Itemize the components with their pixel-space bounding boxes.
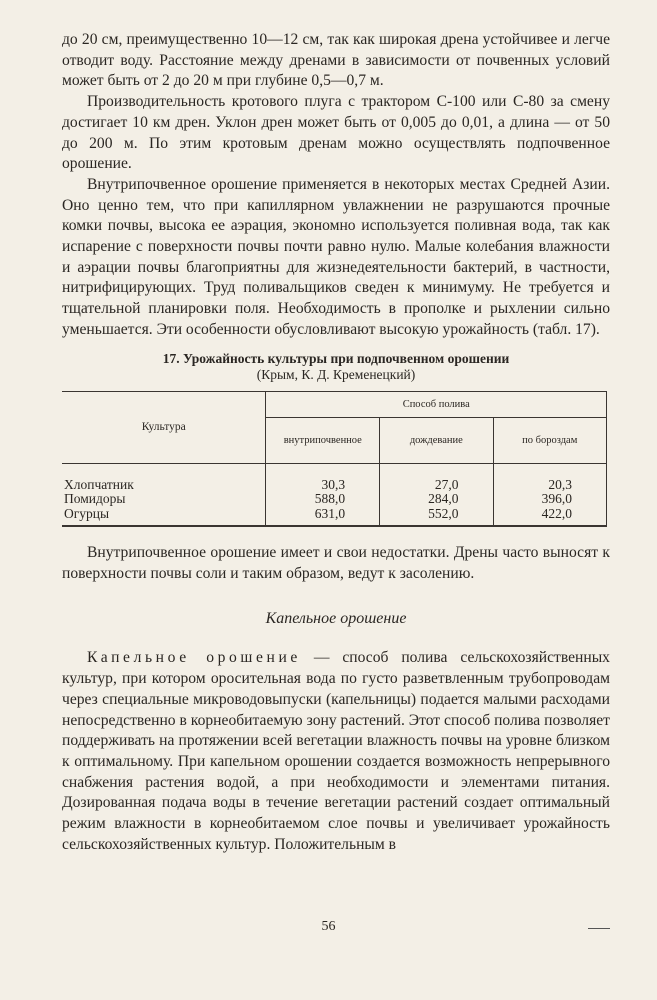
header-sprinkling: дождевание: [380, 417, 493, 463]
row-name: Хлопчатник: [62, 463, 266, 492]
page-content: [62, 30, 610, 855]
table-title: 17. Урожайность культуры при подпочвенном орошении: [162, 350, 510, 366]
margin-mark: [588, 928, 610, 929]
paragraph-disadvantages: Внутрипочвенное орошение имеет и свои недостатки. Дрены часто выносят к поверхности почвы соли и таким образом, ведут к засолению.: [62, 544, 610, 582]
page-number: 56: [321, 919, 336, 934]
cell-value: 631,0: [266, 507, 380, 527]
table-row: [62, 507, 607, 527]
paragraph-drip-irrigation: [62, 648, 610, 855]
section-title: Капельное орошение: [265, 610, 407, 628]
table-caption: [62, 351, 610, 383]
header-furrows: по бороздам: [493, 417, 606, 463]
cell-value: 552,0: [380, 507, 493, 527]
table-subtitle: (Крым, К. Д. Кременецкий): [256, 366, 416, 382]
cell-value: 396,0: [493, 492, 606, 507]
term-drip-irrigation: Капельное орошение: [87, 649, 301, 667]
yield-table: [62, 391, 607, 528]
drip-irrigation-text: — способ полива сельскохозяйственных культур, при котором оросительная вода по густо разветвленным трубопроводам через специальные микроводовыпуски (капельницы) подается малыми расходами непосредственно в корнеобитаемую зону растений. Этот способ полива позволяет поддерживать на протяжении всей вегетации влажность почвы на уровне близком к оптимальному. При капельном орошении создается возможность непрерывного снабжения растения водой, а при необходимости и элементами питания. Дозированная подача воды в течение вегетации растений создает оптимальный режим влажности в корнеобитаемом слое почвы и увеличивает урожайность сельскохозяйственных культур. Положительным в: [62, 649, 610, 853]
table-row: [62, 492, 607, 507]
header-method: Способ полива: [266, 391, 607, 417]
cell-value: 284,0: [380, 492, 493, 507]
header-culture: Культура: [62, 391, 266, 463]
row-name: Помидоры: [62, 492, 266, 507]
paragraph-mole-plough: Производительность кротового плуга с трактором С-100 или С-80 за смену достигает 10 км дрен. Уклон дрен может быть от 0,005 до 0,01, а длина — от 50 до 200 м. По этим кротовым дренам можно осуществлять подпочвенное орошение.: [62, 93, 610, 173]
cell-value: 20,3: [493, 463, 606, 492]
row-name: Огурцы: [62, 507, 266, 527]
paragraph-subsurface-irrigation: Внутрипочвенное орошение применяется в некоторых местах Средней Азии. Оно ценно тем, что при капиллярном увлажнении не разрушаются прочные комки почвы, высока ее аэрация, экономно используется поливная вода, так как испарение с поверхности почвы почти равно нулю. Малые колебания влажности и аэрации почвы благоприятны для жизнедеятельности бактерий, в частности, нитрифицирующих. Труд поливальщиков сведен к минимуму. Не требуется и тщательной планировки поля. Необходимость в прополке и рыхлении сильно уменьшается. Эти особенности обусловливают высокую урожайность (табл. 17).: [62, 175, 610, 338]
paragraph-drain-width: до 20 см, преимущественно 10—12 см, так как широкая дрена устойчивее и легче отводит воду. Расстояние между дренами в зависимости от почвенных условий может быть от 2 до 20 м при глубине 0,5—0,7 м.: [62, 31, 610, 90]
cell-value: 27,0: [380, 463, 493, 492]
header-subsurface: внутрипочвенное: [266, 417, 380, 463]
table-row: [62, 463, 607, 492]
cell-value: 30,3: [266, 463, 380, 492]
cell-value: 422,0: [493, 507, 606, 527]
cell-value: 588,0: [266, 492, 380, 507]
